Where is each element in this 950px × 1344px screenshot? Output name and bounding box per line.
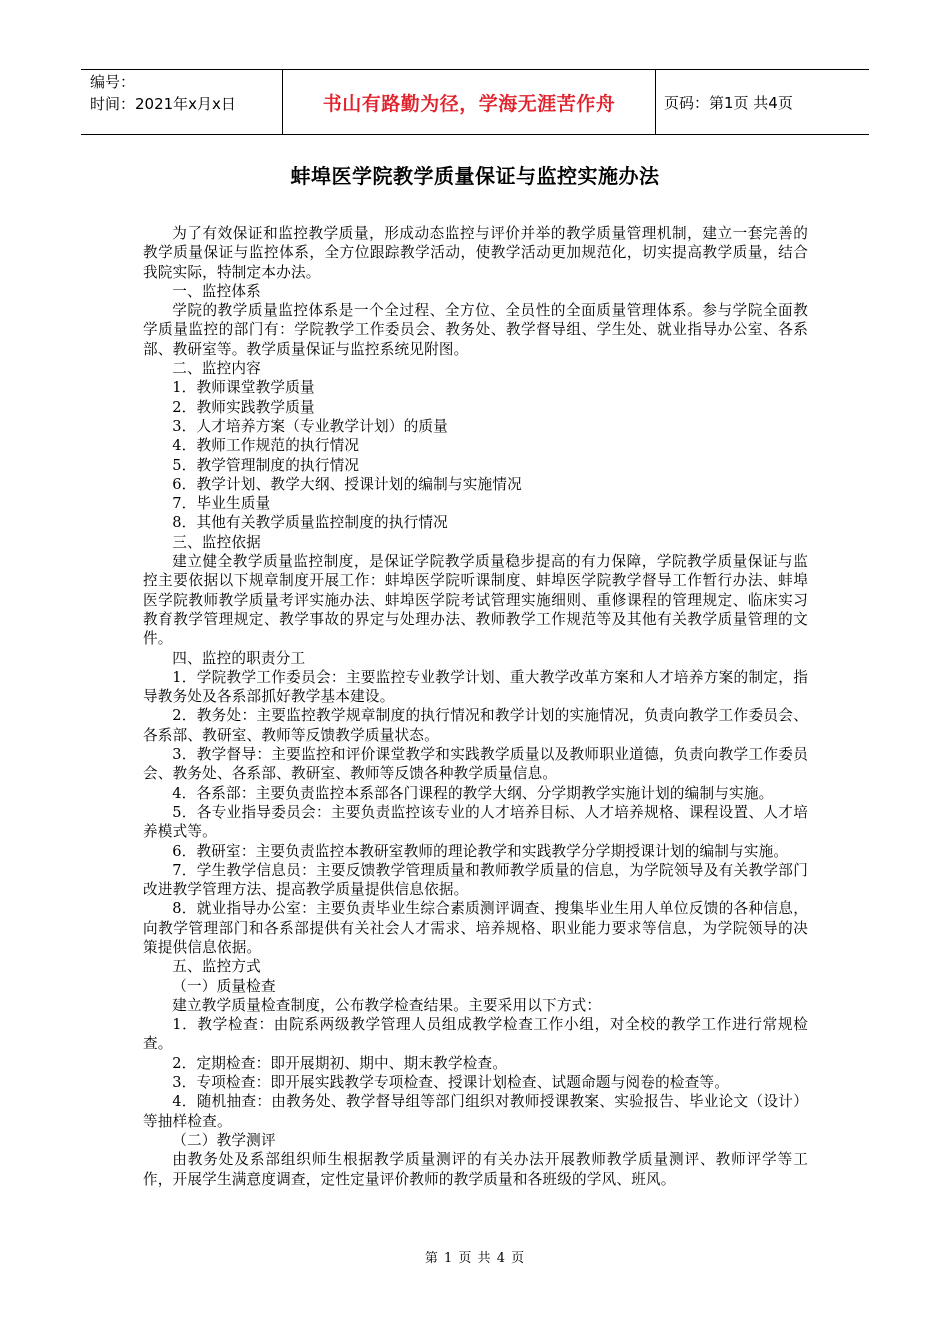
header-page-info: 页码：第1页 共4页 [664,93,793,112]
body-paragraph: 五、监控方式 [172,958,261,976]
body-paragraph: 1．学院教学工作委员会：主要监控专业教学计划、重大教学改革方案和人才培养方案的制定，指导教务处及各系部抓好教学基本建设。 [143,668,808,706]
document-header-table [81,69,869,135]
body-paragraph: 2．教师实践教学质量 [172,398,315,416]
body-paragraph: 2．定期检查：即开展期初、期中、期末教学检查。 [172,1054,508,1072]
body-paragraph: （一）质量检查 [172,977,276,995]
body-paragraph: （二）教学测评 [172,1131,276,1149]
document-body [143,224,808,1189]
body-paragraph: 4．教师工作规范的执行情况 [172,437,360,455]
document-number-label: 编号： [90,73,136,91]
body-paragraph: 2．教务处：主要监控教学规章制度的执行情况和教学计划的实施情况，负责向教学工作委员会、各系部、教研室、教师等反馈教学质量状态。 [143,707,808,744]
header-meta-cell [81,70,282,134]
body-paragraph: 1．教师课堂教学质量 [172,379,315,397]
body-paragraph: 学院的教学质量监控体系是一个全过程、全方位、全员性的全面质量管理体系。参与学院全面教学质量监控的部门有：学院教学工作委员会、教务处、教学督导组、学生处、就业指导办公室、各系部、教研室等。教学质量保证与监控系统见附图。 [143,302,808,358]
page-footer: 第 1 页 共 4 页 [424,1251,526,1266]
header-motto-cell [282,70,656,134]
body-paragraph: 3．专项检查：即开展实践教学专项检查、授课计划检查、试题命题与阅卷的检查等。 [172,1074,730,1092]
body-paragraph: 四、监控的职责分工 [172,649,306,667]
header-motto: 书山有路勤为径，学海无涯苦作舟 [322,92,616,115]
body-paragraph: 建立教学质量检查制度，公布教学检查结果。主要采用以下方式： [172,996,602,1014]
body-paragraph: 7．学生教学信息员：主要反馈教学管理质量和教师教学质量的信息，为学院领导及有关教学部门改进教学管理方法、提高教学质量提供信息依据。 [143,861,808,899]
body-paragraph: 6．教学计划、教学大纲、授课计划的编制与实施情况 [172,475,522,493]
body-paragraph: 4．各系部：主要负责监控本系部各门课程的教学大纲、分学期教学实施计划的编制与实施。 [172,784,774,802]
document-time-label: 时间：2021年x月x日 [90,95,236,113]
body-paragraph: 5．各专业指导委员会：主要负责监控该专业的人才培养目标、人才培养规格、课程设置、人才培养模式等。 [143,803,808,841]
header-page-cell [656,70,869,134]
body-paragraph: 一、监控体系 [172,282,261,300]
body-paragraph: 3．教学督导：主要监控和评价课堂教学和实践教学质量以及教师职业道德，负责向教学工作委员会、教务处、各系部、教研室、教师等反馈各种教学质量信息。 [143,746,808,783]
body-paragraph: 7．毕业生质量 [172,495,271,513]
document-title: 蚌埠医学院教学质量保证与监控实施办法 [290,164,660,188]
body-paragraph: 4．随机抽查：由教务处、教学督导组等部门组织对教师授课教案、实验报告、毕业论文（设计）等抽样检查。 [143,1093,808,1130]
body-paragraph: 二、监控内容 [172,360,261,378]
body-paragraph: 6．教研室：主要负责监控本教研室教师的理论教学和实践教学分学期授课计划的编制与实施。 [172,842,789,860]
body-paragraph: 为了有效保证和监控教学质量，形成动态监控与评价并举的教学质量管理机制，建立一套完善的教学质量保证与监控体系，全方位跟踪教学活动，使教学活动更加规范化，切实提高教学质量，结合我院实际，特制定本办法。 [143,225,808,281]
body-paragraph: 1．教学检查：由院系两级教学管理人员组成教学检查工作小组，对全校的教学工作进行常规检查。 [143,1016,808,1053]
body-paragraph: 8．就业指导办公室：主要负责毕业生综合素质测评调查、搜集毕业生用人单位反馈的各种信息，向教学管理部门和各系部提供有关社会人才需求、培养规格、职业能力要求等信息，为学院领导的决策提供信息依据。 [143,900,808,956]
body-paragraph: 5．教学管理制度的执行情况 [172,456,360,474]
body-paragraph: 三、监控依据 [172,533,261,551]
body-paragraph: 3．人才培养方案（专业教学计划）的质量 [172,417,448,435]
body-paragraph: 由教务处及系部组织师生根据教学质量测评的有关办法开展教师教学质量测评、教师评学等工作，开展学生满意度调查，定性定量评价教师的教学质量和各班级的学风、班风。 [143,1151,808,1188]
body-paragraph: 8．其他有关教学质量监控制度的执行情况 [172,514,448,532]
body-paragraph: 建立健全教学质量监控制度，是保证学院教学质量稳步提高的有力保障，学院教学质量保证与监控主要依据以下规章制度开展工作：蚌埠医学院听课制度、蚌埠医学院教学督导工作暂行办法、蚌埠医学院教师教学质量考评实施办法、蚌埠医学院考试管理实施细则、重修课程的管理规定、临床实习教育教学管理规定、教学事故的界定与处理办法、教师教学工作规范等及其他有关教学质量管理的文件。 [143,553,808,648]
